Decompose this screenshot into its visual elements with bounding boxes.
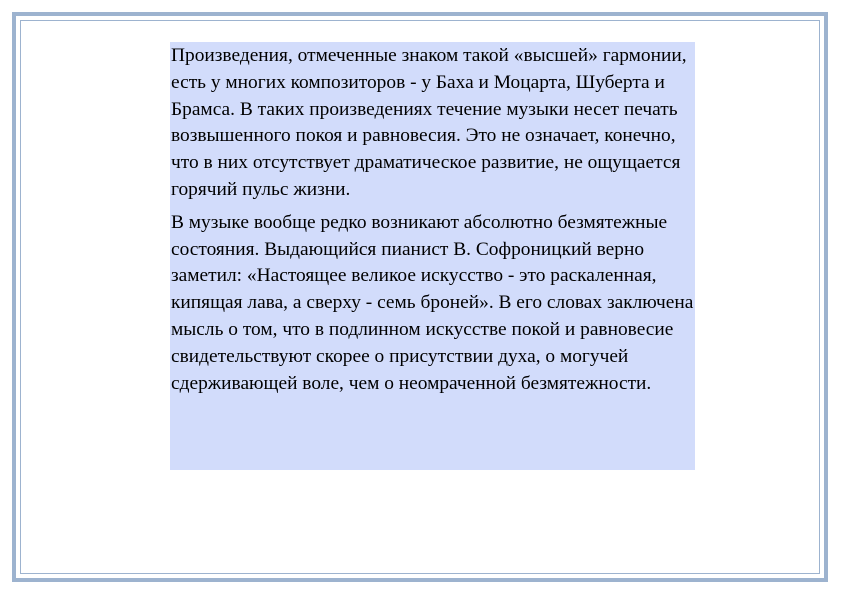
paragraph-1: Произведения, отмеченные знаком такой «высшей» гармонии, есть у многих композиторов - у Баха и Моцарта, Шуберта и Брамса. В таких произведениях течение музыки несет печать возвышенного покоя и равновесия. Это не означает, конечно, что в них отсутствует драматическое развитие, не ощущается горячий пульс жизни.	[171, 45, 687, 200]
text-block	[170, 42, 695, 470]
paragraph-2: В музыке вообще редко возникают абсолютно безмятежные состояния. Выдающийся пианист В. Софроницкий верно заметил: «Настоящее великое искусство - это раскаленная, кипящая лава, а сверху - семь броней». В его словах заключена мысль о том, что в подлинном искусстве покой и равновесие свидетельствуют скорее о присутствии духа, о могучей сдерживающей воле, чем о неомраченной безмятежности.	[171, 211, 694, 394]
